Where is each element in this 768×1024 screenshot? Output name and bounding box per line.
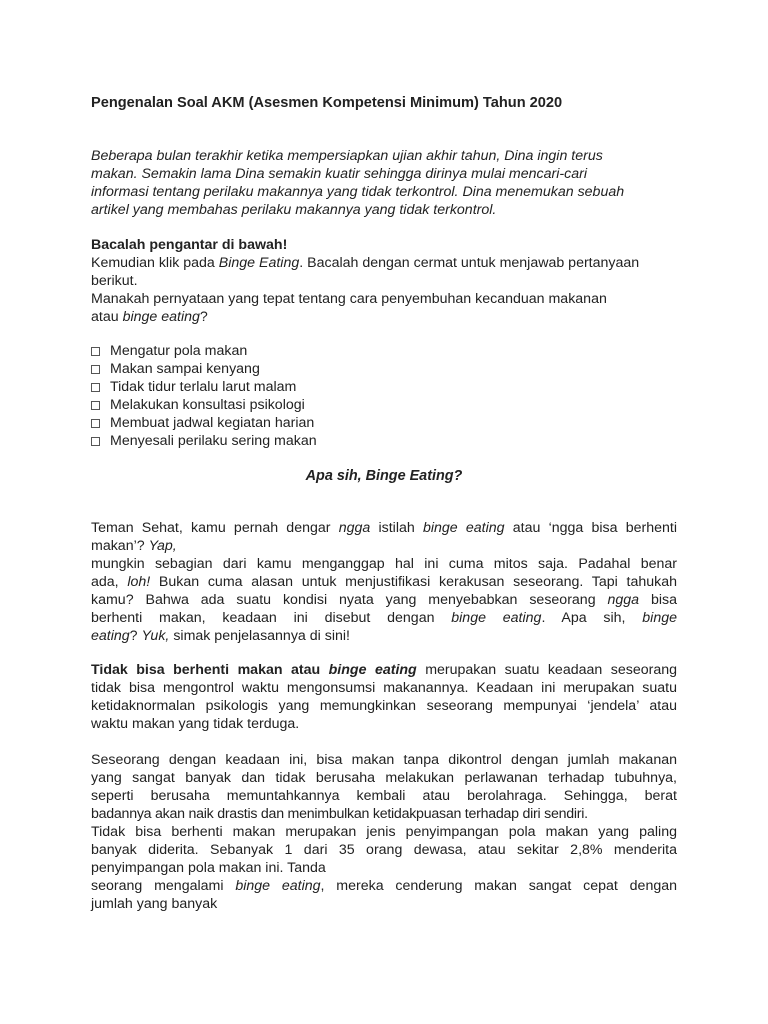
paragraph-line: tidak bisa mengontrol waktu mengonsumsi makanannya. Keadaan ini merupakan suatu — [91, 680, 677, 696]
instructions-heading: Bacalah pengantar di bawah! — [91, 237, 288, 253]
option-item[interactable] — [91, 342, 677, 360]
option-label: Mengatur pola makan — [110, 343, 248, 359]
option-label: Melakukan konsultasi psikologi — [110, 397, 305, 413]
instructions-line: Kemudian klik pada Binge Eating. Bacalah dengan cermat untuk menjawab pertanyaan — [91, 255, 640, 271]
paragraph-line: Seseorang dengan keadaan ini, bisa makan tanpa dikontrol dengan jumlah makanan — [91, 752, 677, 768]
article-heading: Apa sih, Binge Eating? — [305, 468, 463, 484]
paragraph-line: penyimpangan pola makan ini. Tanda — [91, 860, 326, 876]
checkbox-icon[interactable] — [91, 383, 100, 392]
article-paragraph-4 — [91, 823, 677, 913]
paragraph-line: banyak diderita. Sebanyak 1 dari 35 orang dewasa, atau sekitar 2,8% menderita — [91, 842, 677, 858]
checkbox-icon[interactable] — [91, 401, 100, 410]
checkbox-icon[interactable] — [91, 347, 100, 356]
paragraph-line: Tidak bisa berhenti makan merupakan jenis penyimpangan pola makan yang paling — [91, 824, 677, 840]
article-paragraph-3 — [91, 751, 677, 823]
option-label: Makan sampai kenyang — [110, 361, 260, 377]
article-paragraph-1 — [91, 519, 677, 645]
paragraph-line: badannya akan naik drastis dan menimbulkan ketidakpuasan terhadap diri sendiri. — [91, 806, 588, 822]
intro-line: makan. Semakin lama Dina semakin kuatir sehingga dirinya mulai mencari-cari — [91, 166, 587, 182]
paragraph-line: yang sangat banyak dan tidak berusaha melakukan perlawanan terhadap tubuhnya, — [91, 770, 677, 786]
option-label: Membuat jadwal kegiatan harian — [110, 415, 315, 431]
paragraph-line: makan’? Yap, — [91, 538, 177, 554]
paragraph-line: berhenti makan, keadaan ini disebut dengan binge eating. Apa sih, binge — [91, 610, 678, 626]
paragraph-line: Tidak bisa berhenti makan atau binge eating merupakan suatu keadaan seseorang — [91, 662, 677, 678]
option-label: Menyesali perilaku sering makan — [110, 433, 317, 449]
intro-line: informasi tentang perilaku makannya yang tidak terkontrol. Dina menemukan sebuah — [91, 184, 625, 200]
paragraph-line: seorang mengalami binge eating, mereka cenderung makan sangat cepat dengan — [91, 878, 678, 894]
article-paragraph-2 — [91, 661, 677, 733]
option-item[interactable] — [91, 378, 677, 396]
intro-paragraph — [91, 147, 677, 219]
paragraph-line: Teman Sehat, kamu pernah dengar ngga istilah binge eating atau ‘ngga bisa berhenti — [91, 520, 678, 536]
paragraph-line: seperti berusaha memuntahkannya kembali atau berolahraga. Sehingga, berat — [91, 788, 677, 804]
option-item[interactable] — [91, 414, 677, 432]
checkbox-icon[interactable] — [91, 365, 100, 374]
checkbox-icon[interactable] — [91, 419, 100, 428]
paragraph-line: ada, loh! Bukan cuma alasan untuk menjustifikasi kerakusan seseorang. Tapi tahukah — [91, 574, 677, 590]
instructions-block — [91, 236, 677, 326]
paragraph-line: ketidaknormalan psikologis yang memungkinkan seseorang mempunyai ‘jendela’ atau — [91, 698, 677, 714]
paragraph-line: mungkin sebagian dari kamu menganggap hal ini cuma mitos saja. Padahal benar — [91, 556, 677, 572]
paragraph-line: jumlah yang banyak — [91, 896, 218, 912]
checkbox-icon[interactable] — [91, 437, 100, 446]
document-title: Pengenalan Soal AKM (Asesmen Kompetensi Minimum) Tahun 2020 — [91, 95, 563, 111]
intro-line: Beberapa bulan terakhir ketika mempersiapkan ujian akhir tahun, Dina ingin terus — [91, 148, 603, 164]
intro-line: artikel yang membahas perilaku makannya yang tidak terkontrol. — [91, 202, 497, 218]
option-item[interactable] — [91, 360, 677, 378]
binge-eating-link[interactable]: Binge Eating — [218, 255, 300, 271]
option-item[interactable] — [91, 396, 677, 414]
question-line: atau binge eating? — [91, 309, 208, 325]
paragraph-line: waktu makan yang tidak terduga. — [91, 716, 300, 732]
paragraph-line: eating? Yuk, simak penjelasannya di sini! — [91, 628, 350, 644]
answer-options — [91, 342, 677, 450]
option-item[interactable] — [91, 432, 677, 450]
paragraph-line: kamu? Bahwa ada suatu kondisi nyata yang menyebabkan seseorang ngga bisa — [91, 592, 677, 608]
instructions-line: berikut. — [91, 273, 138, 289]
option-label: Tidak tidur terlalu larut malam — [110, 379, 297, 395]
question-line: Manakah pernyataan yang tepat tentang cara penyembuhan kecanduan makanan — [91, 291, 607, 307]
